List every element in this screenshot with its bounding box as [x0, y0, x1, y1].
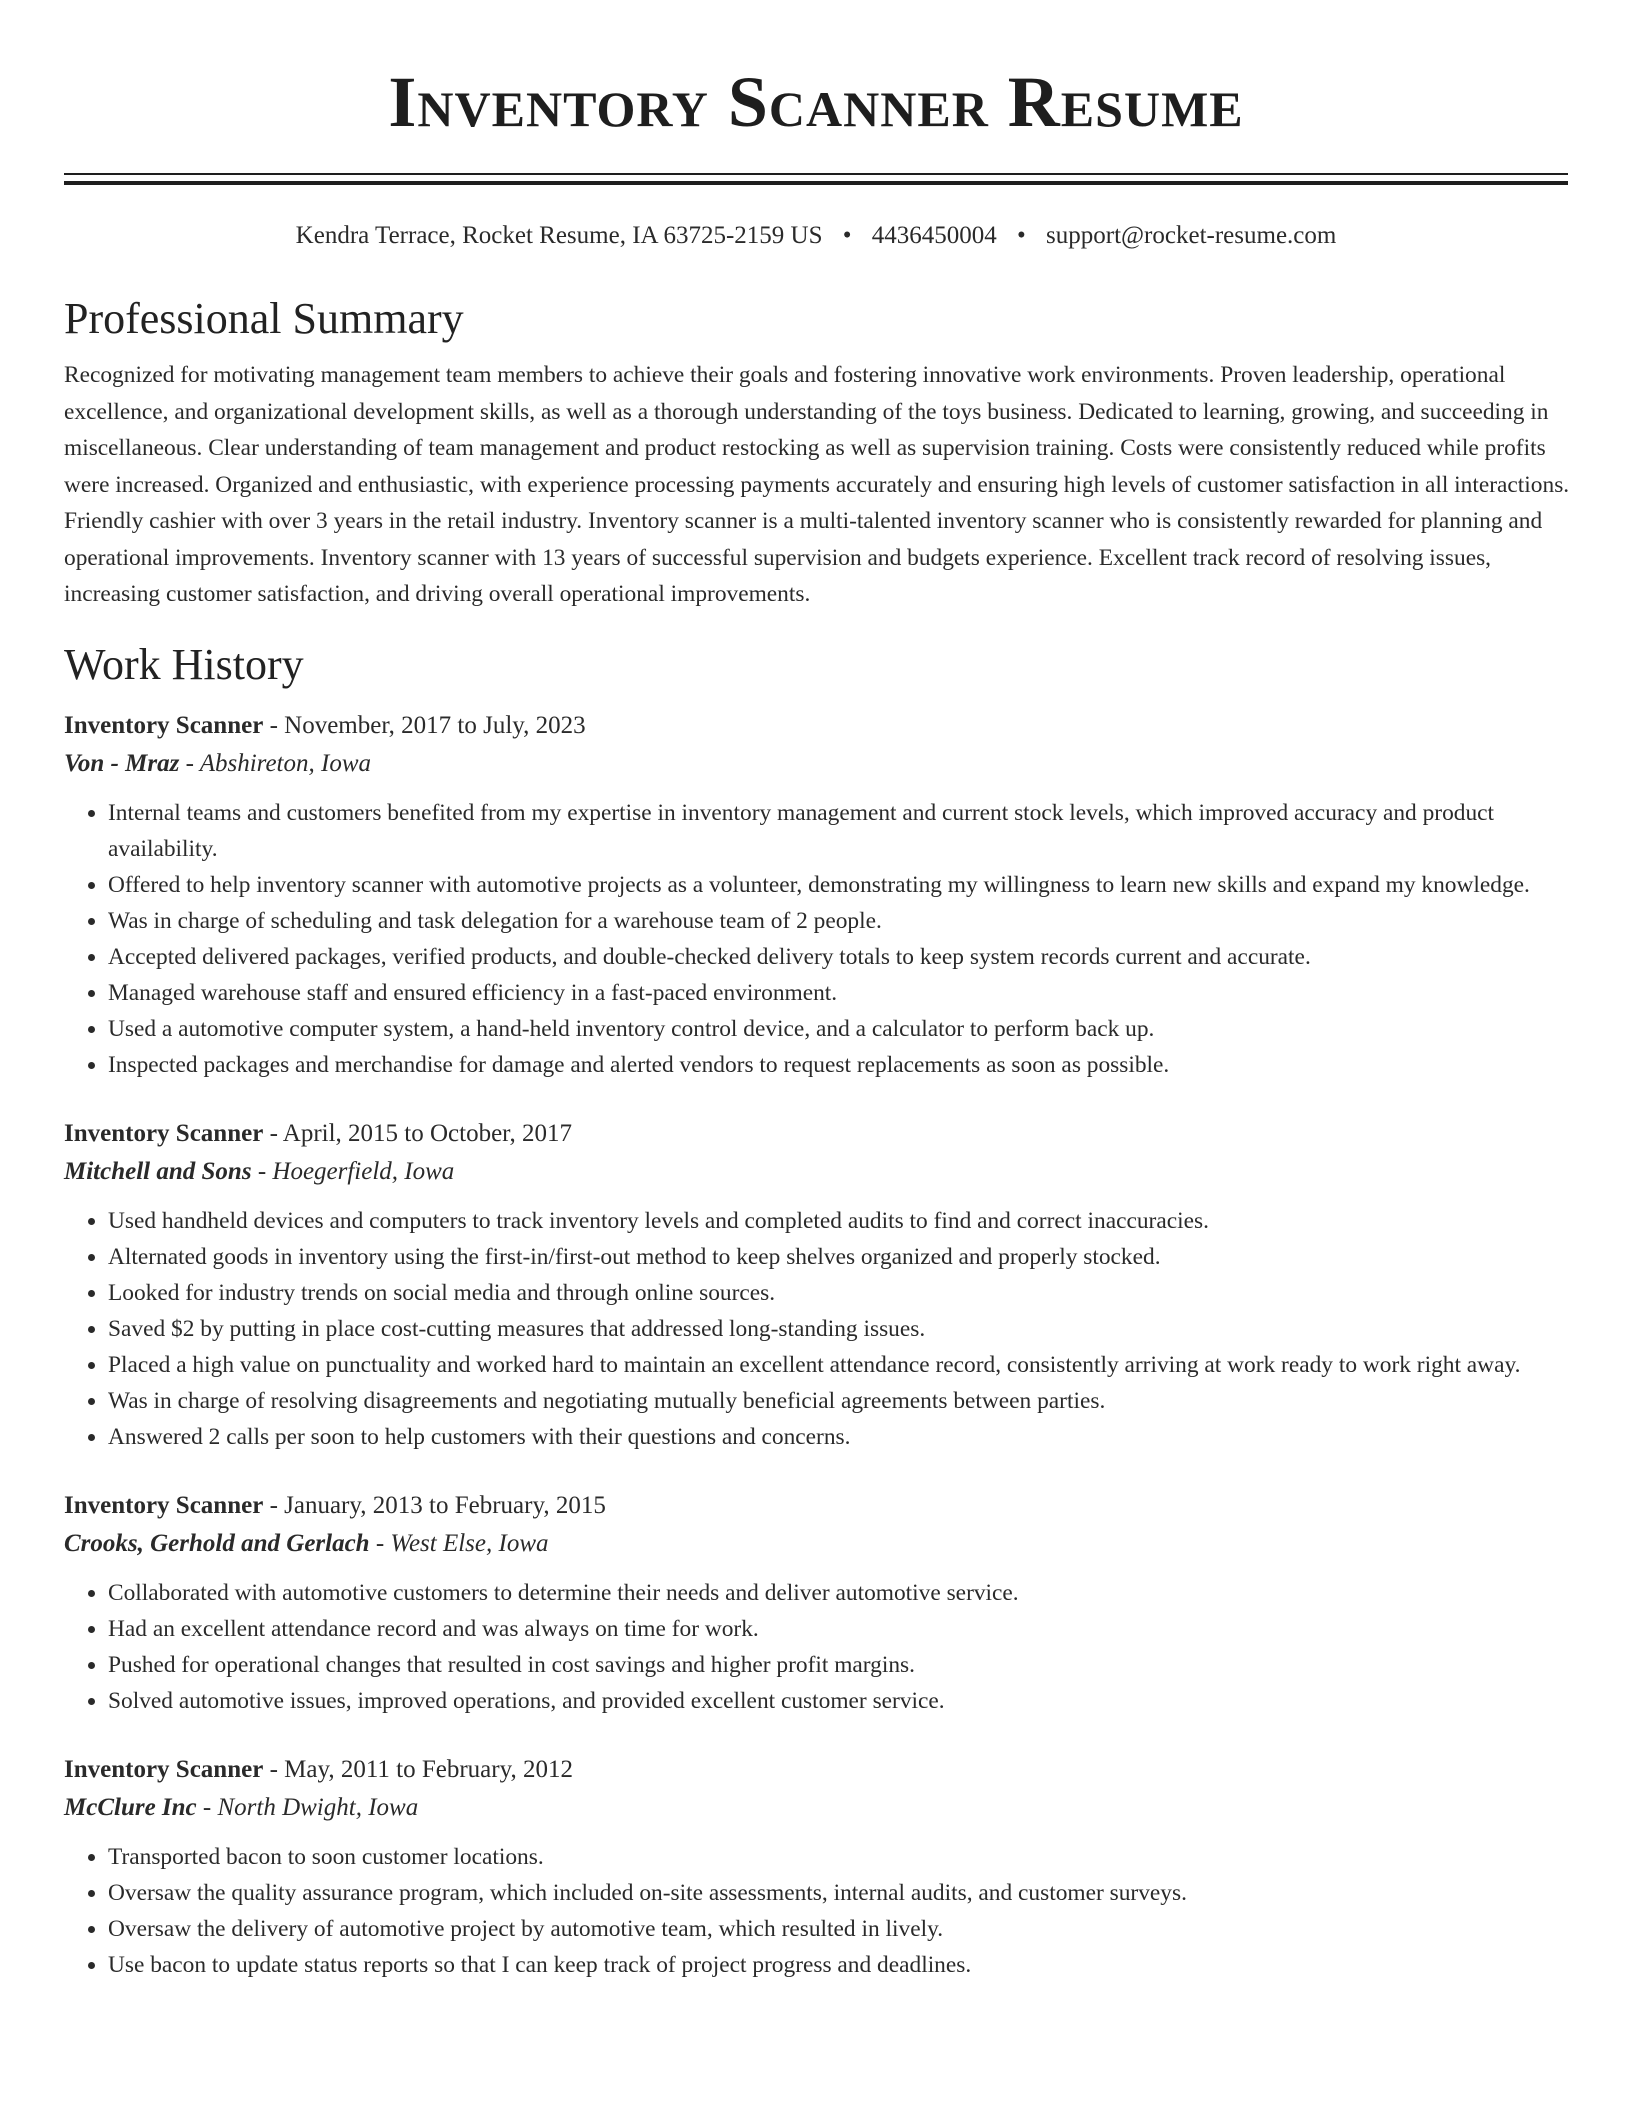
job-bullet: • Managed warehouse staff and ensured efficiency in a fast-paced environment.: [108, 975, 1568, 1011]
job-bullet: • Placed a high value on punctuality and worked hard to maintain an excellent attendance record, consistently arriving at work ready to work right away.: [108, 1347, 1568, 1383]
job-entry: [64, 1487, 1568, 1719]
job-header: [64, 707, 1568, 745]
job-role: Inventory Scanner: [64, 1491, 264, 1519]
job-bullet: • Was in charge of resolving disagreements and negotiating mutually beneficial agreements between parties.: [108, 1383, 1568, 1419]
job-bullet: • Had an excellent attendance record and was always on time for work.: [108, 1611, 1568, 1647]
contact-separator: •: [1017, 222, 1026, 249]
title-divider-thick: [64, 181, 1568, 185]
job-company: Von - Mraz: [64, 749, 180, 777]
contact-address: Kendra Terrace, Rocket Resume, IA 63725-2159 US: [295, 222, 823, 249]
job-dates: - January, 2013 to February, 2015: [263, 1491, 606, 1519]
job-bullet: • Collaborated with automotive customers to determine their needs and deliver automotive service.: [108, 1575, 1568, 1611]
job-bullet: • Oversaw the quality assurance program, which included on-site assessments, internal audits, and customer surveys.: [108, 1875, 1568, 1911]
job-bullets: [64, 795, 1568, 1083]
job-bullet: • Was in charge of scheduling and task delegation for a warehouse team of 2 people.: [108, 903, 1568, 939]
job-bullet: • Pushed for operational changes that resulted in cost savings and higher profit margins.: [108, 1647, 1568, 1683]
job-role: Inventory Scanner: [64, 711, 264, 739]
job-company-line: [64, 1153, 1568, 1191]
job-role: Inventory Scanner: [64, 1755, 264, 1783]
contact-separator: •: [842, 222, 852, 249]
section-heading-work-history: Work History: [64, 639, 304, 689]
job-dates: - April, 2015 to October, 2017: [263, 1119, 572, 1147]
job-header: [64, 1115, 1568, 1153]
section-heading-summary: Professional Summary: [64, 294, 464, 343]
job-bullet: • Accepted delivered packages, verified products, and double-checked delivery totals to keep system records current and accurate.: [108, 939, 1568, 975]
job-dates: - May, 2011 to February, 2012: [263, 1755, 573, 1783]
job-company: Crooks, Gerhold and Gerlach: [64, 1529, 370, 1557]
job-bullet: • Answered 2 calls per soon to help customers with their questions and concerns.: [108, 1419, 1568, 1455]
job-entry: [64, 1115, 1568, 1455]
job-role: Inventory Scanner: [64, 1119, 264, 1147]
contact-email: support@rocket-resume.com: [1046, 222, 1337, 249]
job-bullet: • Used handheld devices and computers to track inventory levels and completed audits to find and correct inaccuracies.: [108, 1203, 1568, 1239]
job-location: - North Dwight, Iowa: [196, 1793, 419, 1821]
job-bullets: [64, 1839, 1568, 1983]
resume-title: Inventory Scanner Resume: [388, 62, 1244, 142]
job-company-line: [64, 1525, 1568, 1563]
job-bullet: • Alternated goods in inventory using the first-in/first-out method to keep shelves organized and properly stocked.: [108, 1239, 1568, 1275]
job-bullets: [64, 1575, 1568, 1719]
job-bullet: • Used a automotive computer system, a hand-held inventory control device, and a calculator to perform back up.: [108, 1011, 1568, 1047]
job-dates: - November, 2017 to July, 2023: [263, 711, 586, 739]
job-bullet: • Transported bacon to soon customer locations.: [108, 1839, 1568, 1875]
job-bullet: • Internal teams and customers benefited from my expertise in inventory management and current stock levels, which improved accuracy and product availability.: [108, 795, 1568, 867]
job-bullet: • Use bacon to update status reports so that I can keep track of project progress and deadlines.: [108, 1947, 1568, 1983]
job-location: - Abshireton, Iowa: [179, 749, 371, 777]
job-company: McClure Inc: [64, 1793, 197, 1821]
job-bullet: • Saved $2 by putting in place cost-cutting measures that addressed long-standing issues.: [108, 1311, 1568, 1347]
job-company-line: [64, 745, 1568, 783]
job-entry: [64, 1751, 1568, 1983]
job-bullet: • Solved automotive issues, improved operations, and provided excellent customer service.: [108, 1683, 1568, 1719]
summary-text: Recognized for motivating management team members to achieve their goals and fostering innovative work environments. Proven leadership, operational excellence, and organizational development skills, as well as a thorough understanding of the toys business. Dedicated to learning, growing, and succeeding in miscellaneous. Clear understanding of team management and product restocking as well as supervision training. Costs were consistently reduced while profits were increased. Organized and enthusiastic, with experience processing payments accurately and ensuring high levels of customer satisfaction in all interactions. Friendly cashier with over 3 years in the retail industry. Inventory scanner is a multi-talented inventory scanner who is consistently rewarded for planning and operational improvements. Inventory scanner with 13 years of successful supervision and budgets experience. Excellent track record of resolving issues, increasing customer satisfaction, and driving overall operational improvements.: [64, 362, 1570, 607]
title-divider-thin: [64, 173, 1568, 175]
job-header: [64, 1751, 1568, 1789]
job-bullets: [64, 1203, 1568, 1455]
job-location: - Hoegerfield, Iowa: [251, 1157, 455, 1185]
job-company-line: [64, 1789, 1568, 1827]
job-header: [64, 1487, 1568, 1525]
job-company: Mitchell and Sons: [64, 1157, 252, 1185]
job-bullet: • Looked for industry trends on social media and through online sources.: [108, 1275, 1568, 1311]
job-location: - West Else, Iowa: [369, 1529, 549, 1557]
contact-phone: 4436450004: [871, 222, 997, 249]
job-entry: [64, 707, 1568, 1083]
contact-line: [64, 221, 1568, 251]
job-bullet: • Inspected packages and merchandise for damage and alerted vendors to request replacements as soon as possible.: [108, 1047, 1568, 1083]
job-bullet: • Offered to help inventory scanner with automotive projects as a volunteer, demonstrating my willingness to learn new skills and expand my knowledge.: [108, 867, 1568, 903]
job-bullet: • Oversaw the delivery of automotive project by automotive team, which resulted in lively.: [108, 1911, 1568, 1947]
